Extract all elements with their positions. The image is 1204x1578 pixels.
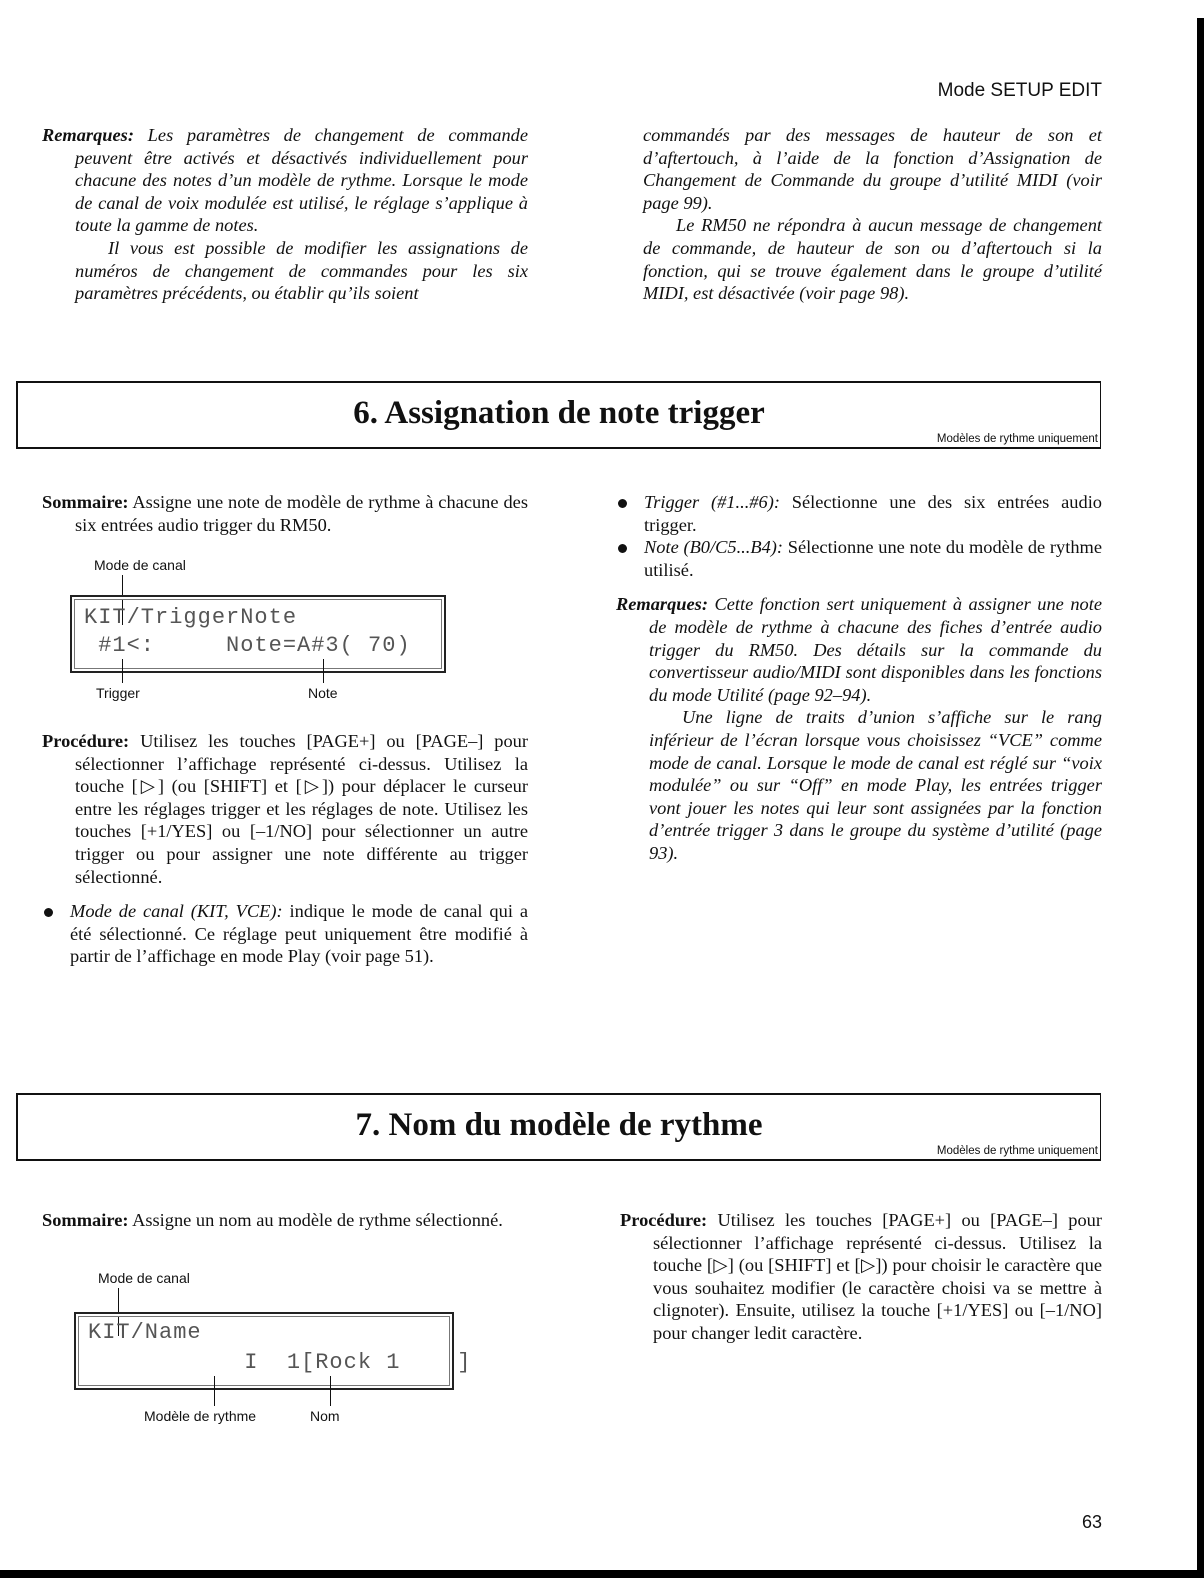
intro-right-para-1: commandés par des messages de hauteur de son et d’aftertouch, à l’aide de la fonction d’Assignation de Changement de Commande du groupe d’utilité MIDI (voir page 99). [643, 125, 1102, 213]
intro-remarques [42, 124, 528, 237]
page-edge-bottom [0, 1570, 1204, 1578]
bullet-mode-de-canal: Mode de canal (KIT, VCE): indique le mode de canal qui a été sélectionné. Ce réglage peut uniquement être modifié à partir de l’affichage en mode Play (voir page 51). [42, 900, 528, 968]
callout-mode-de-canal: Mode de canal [94, 557, 186, 573]
bullet-note: Note (B0/C5...B4): Sélectionne une note du modèle de rythme utilisé. [616, 536, 1102, 581]
bullet-icon [44, 908, 53, 917]
bullet-icon [618, 499, 627, 508]
section-6-procedure [42, 730, 528, 968]
procedure-label: Procédure: [620, 1210, 708, 1230]
callout-line [122, 659, 123, 683]
callout-mode-de-canal: Mode de canal [98, 1270, 190, 1286]
remarques-label: Remarques: [616, 594, 708, 615]
callout-nom: Nom [310, 1408, 340, 1424]
intro-para-2: Il vous est possible de modifier les assignations de numéros de changement de commandes pour les six paramètres précédents, ou établir qu’ils soient [75, 237, 528, 304]
section-7-header [16, 1093, 1101, 1161]
intro-right-para-2: Le RM50 ne répondra à aucun message de changement de commande, de hauteur de son ou d’aftertouch si la fonction, qui se trouve également dans le groupe d’utilité MIDI, est désactivée (voir page 98). [643, 215, 1102, 304]
lcd-diagram-name [74, 1268, 474, 1428]
procedure-text: Utilisez les touches [PAGE+] ou [PAGE–] pour sélectionner l’affichage représenté ci-dessus. Utilisez la touche [▷] (ou [SHIFT] et [▷]) pour déplacer le curseur entre les réglages trigger et les réglages de note. Utilisez les touches [+1/YES] ou [–1/NO] pour sélectionner un autre trigger ou pour assigner une note différente au trigger sélectionné. [75, 731, 528, 887]
bullet-icon [618, 544, 627, 553]
callout-note: Note [308, 685, 338, 701]
remarques-text: Les paramètres de changement de commande peuvent être activés et désactivés individuellement pour chacune des notes d’un modèle de rythme. Lorsque le mode de canal de voix modulée est utilisé, le réglage s’applique à toute la gamme de notes. [75, 125, 528, 236]
lcd-line-1: KIT/Name [88, 1320, 202, 1345]
running-head: Mode SETUP EDIT [937, 80, 1102, 101]
section-6-sommaire [42, 491, 528, 536]
lcd-line-2: #1<: Note=A#3( 70) [84, 633, 411, 658]
intro-left-column [42, 124, 528, 305]
lcd-diagram-trigger-note [70, 555, 460, 705]
callout-line [323, 659, 324, 683]
page-edge-right [1197, 18, 1204, 1578]
callout-modele-de-rythme: Modèle de rythme [144, 1408, 257, 1424]
sommaire-label: Sommaire: [42, 492, 129, 512]
lcd-line-2: I 1[Rock 1 ] [88, 1350, 472, 1375]
section-6-header [16, 381, 1101, 449]
section-7-title: 7. Nom du modèle de rythme [355, 1107, 763, 1143]
callout-line [214, 1376, 215, 1406]
sommaire-label: Sommaire: [42, 1210, 129, 1230]
section-7-procedure [620, 1209, 1102, 1345]
section-7-sommaire [42, 1209, 528, 1232]
procedure-text: Utilisez les touches [PAGE+] ou [PAGE–] pour sélectionner l’affichage représenté ci-dessus. Utilisez la touche [▷] (ou [SHIFT] et [▷]) pour choisir le caractère que vous souhaitez modifier (le caractère choisi va se mettre à clignoter). Ensuite, utilisez la touche [+1/YES] ou [–1/NO] pour changer ledit caractère. [653, 1210, 1102, 1343]
sommaire-text: Assigne une note de modèle de rythme à chacune des six entrées audio trigger du RM50. [75, 492, 528, 535]
remarques-label: Remarques: [42, 125, 134, 145]
page-number: 63 [1081, 1512, 1102, 1532]
remarques-text: Cette fonction sert uniquement à assigner une note de modèle de rythme à chacune des fiches d’entrée audio trigger du RM50. Des détails sur la commande du convertisseur audio/MIDI sont disponibles dans les fonctions du mode Utilité (page 92–94). [649, 594, 1102, 705]
bullet-trigger: Trigger (#1...#6): Sélectionne une des six entrées audio trigger. [616, 491, 1102, 536]
section-6-title: 6. Assignation de note trigger [353, 395, 765, 431]
sommaire-text: Assigne un nom au modèle de rythme sélectionné. [132, 1210, 503, 1230]
lcd-screen [70, 595, 446, 673]
callout-line [330, 1376, 331, 1406]
procedure-label: Procédure: [42, 731, 130, 751]
section-6-right-column [616, 491, 1102, 865]
section-6-remarques-para-2: Une ligne de traits d’union s’affiche sur le rang inférieur de l’écran lorsque vous choisissez “VCE” comme mode de canal. Lorsque le mode de canal est réglé sur “voix modulée” ou sur “Off” en mode Play, les entrées trigger vont jouer les notes qui leur sont assignées par la fonction d’entrée trigger 3 dans le groupe du système d’utilité (page 93). [649, 707, 1102, 863]
section-6-remarques [616, 593, 1102, 706]
section-7-tag: Modèles de rythme uniquement [936, 1145, 1098, 1157]
lcd-screen [74, 1312, 472, 1390]
intro-right-column [643, 124, 1102, 305]
callout-trigger: Trigger [96, 685, 140, 701]
lcd-line-1: KIT/TriggerNote [84, 605, 298, 630]
section-6-tag: Modèles de rythme uniquement [936, 433, 1098, 445]
